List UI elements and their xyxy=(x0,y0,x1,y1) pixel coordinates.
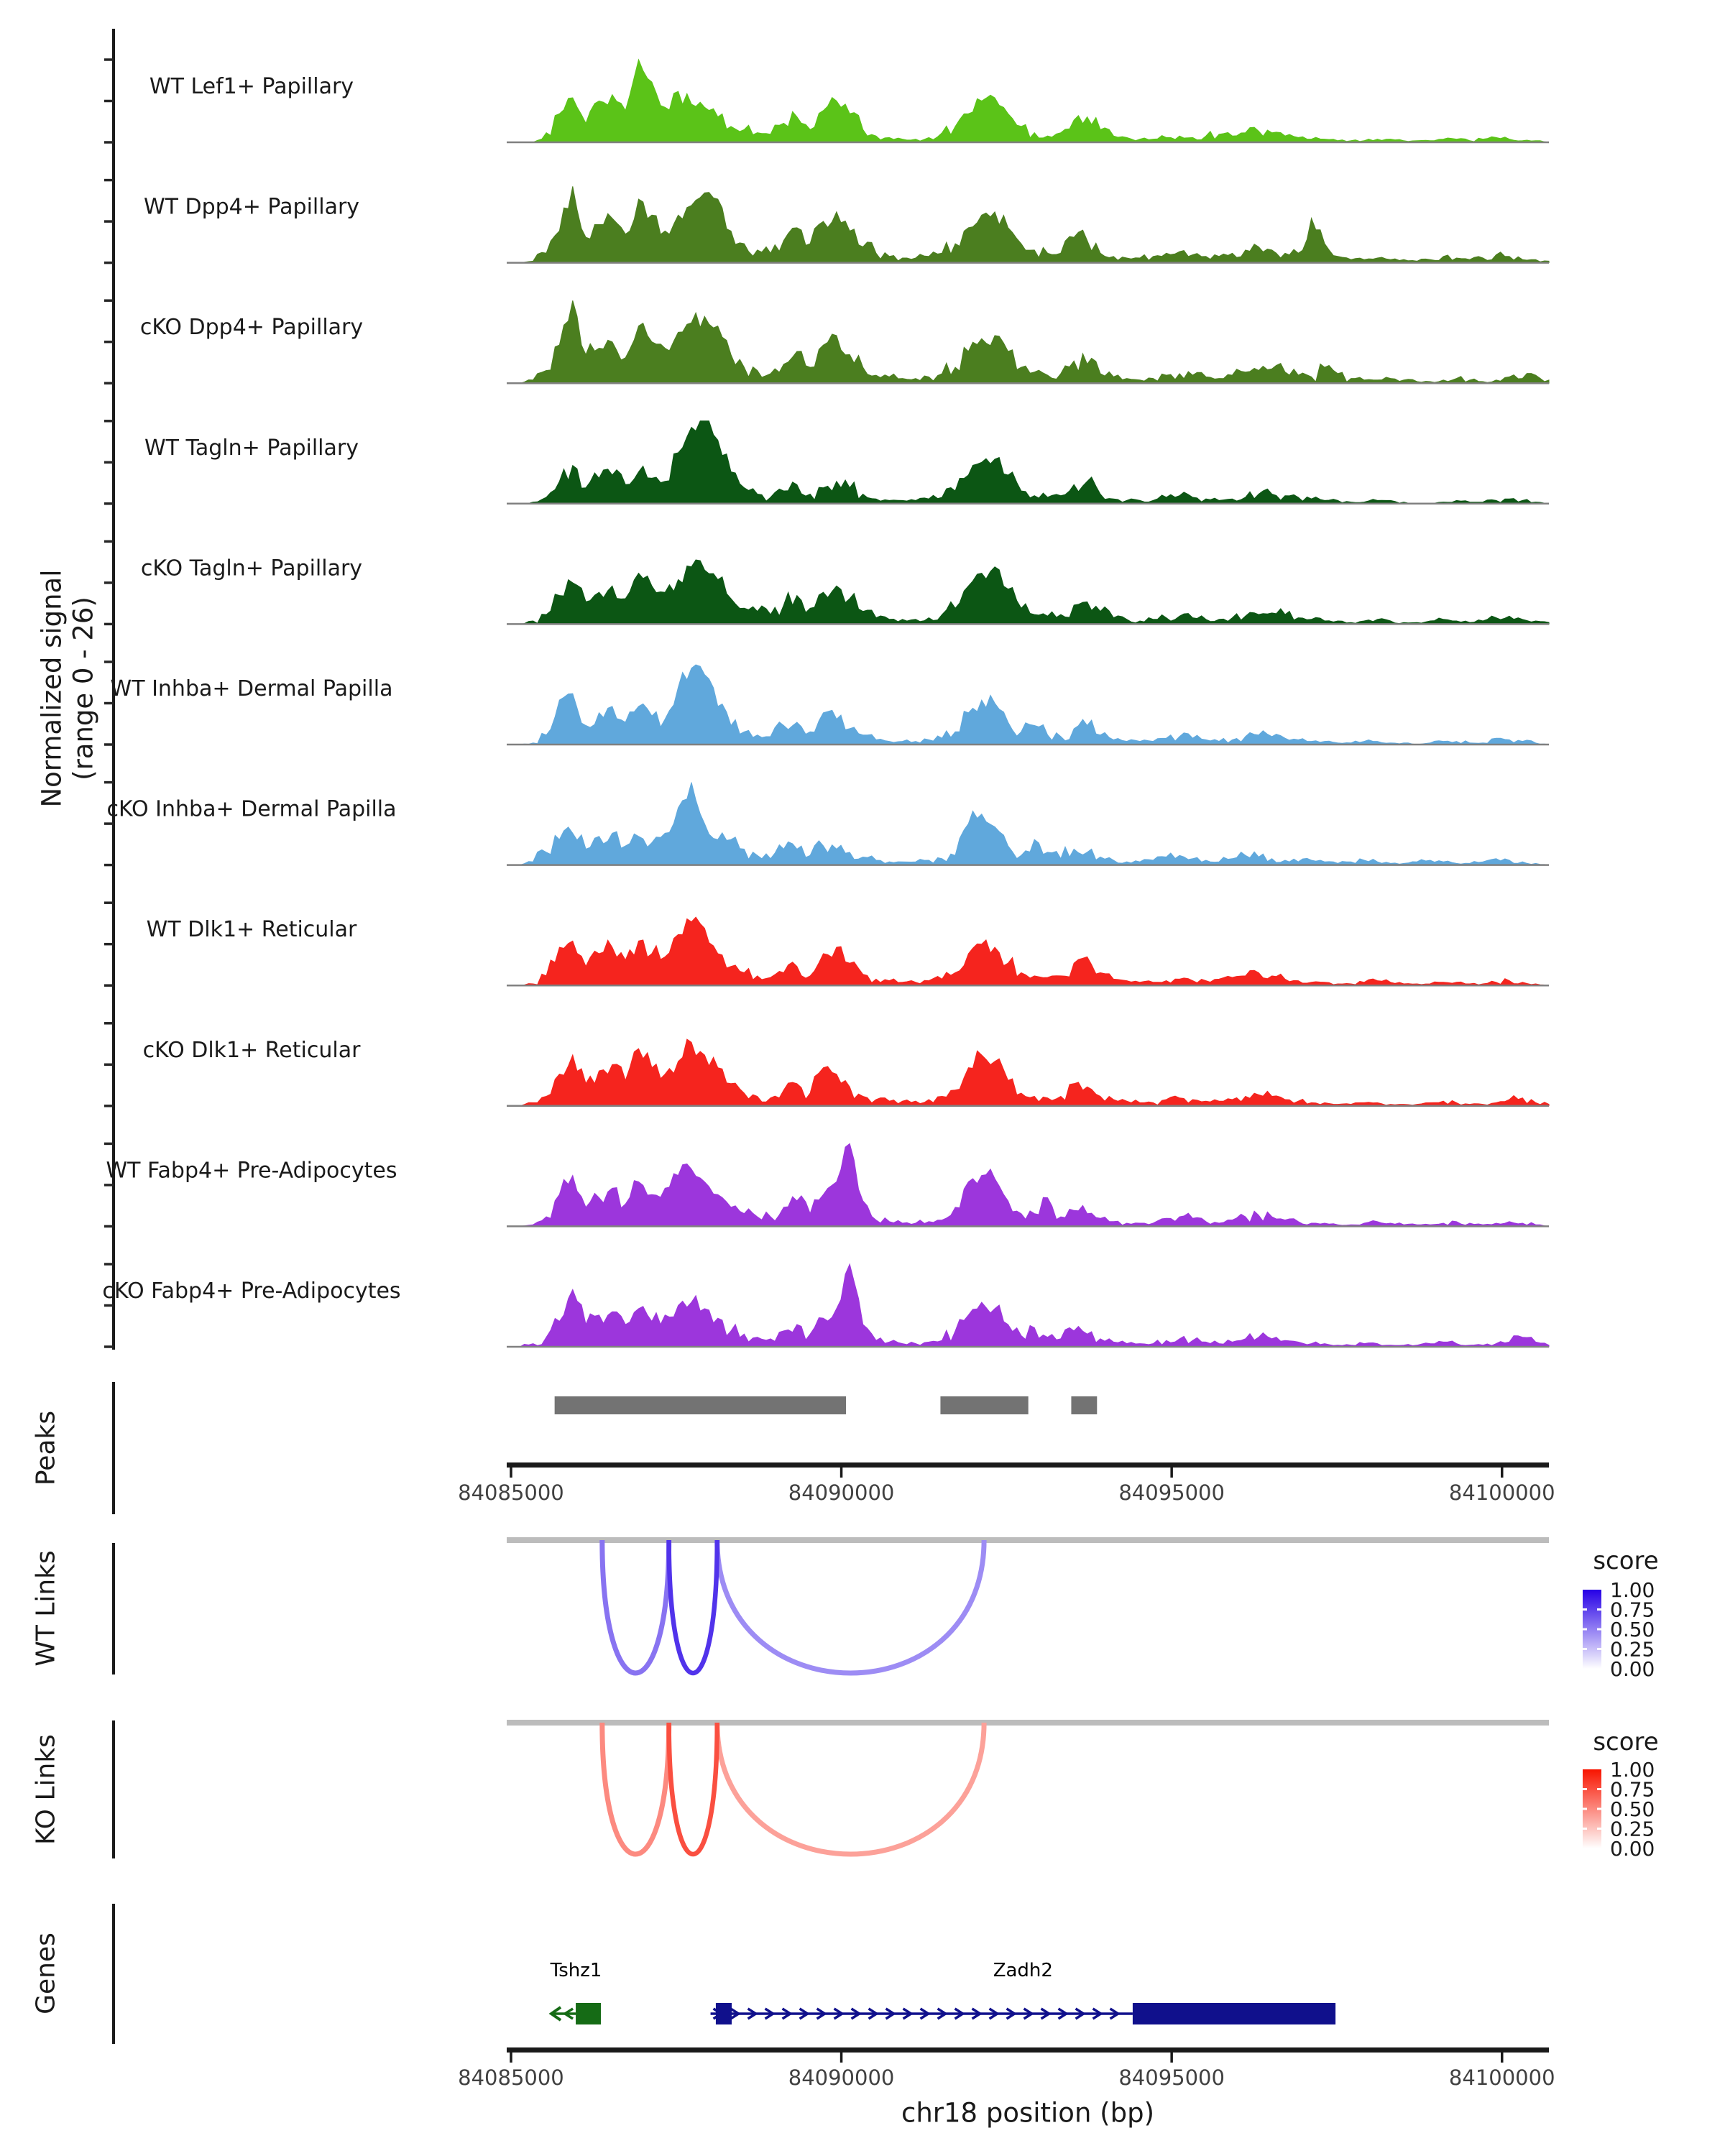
legend-bar-tick xyxy=(1583,1808,1587,1810)
y-axis-label-line1: Normalized signal xyxy=(36,569,68,808)
track-label: WT Tagln+ Papillary xyxy=(144,435,359,461)
wt-links-legend-title: score xyxy=(1593,1547,1659,1575)
genome-axis-tick-label: 84095000 xyxy=(1118,1480,1225,1505)
link-arc xyxy=(669,1540,717,1673)
genome-axis-tick-label: 84095000 xyxy=(1118,2065,1225,2090)
gene-exon-box xyxy=(1133,2003,1335,2024)
link-arc xyxy=(602,1540,669,1673)
track-label: cKO Dpp4+ Papillary xyxy=(139,315,364,341)
legend-tick-label: 0.75 xyxy=(1610,1777,1655,1802)
legend-bar-tick xyxy=(1597,1788,1601,1790)
y-axis-label xyxy=(37,569,101,807)
links-top-line xyxy=(507,1537,1549,1543)
genome-axis-tick-label: 84090000 xyxy=(788,2065,895,2090)
track-label: WT Inhba+ Dermal Papilla xyxy=(110,676,393,701)
link-arc xyxy=(669,1723,717,1854)
link-arc xyxy=(602,1723,669,1854)
coverage-track-5 xyxy=(507,560,1549,624)
legend-bar-tick xyxy=(1597,1608,1601,1611)
coverage-track-7 xyxy=(507,783,1549,865)
track-label: WT Dpp4+ Papillary xyxy=(143,194,360,220)
link-arc xyxy=(717,1540,984,1673)
genome-axis-tick-label: 84100000 xyxy=(1448,1480,1555,1505)
gene-exon-box xyxy=(576,2003,601,2024)
legend-tick-label: 0.25 xyxy=(1610,1637,1655,1662)
legend-tick-label: 0.25 xyxy=(1610,1817,1655,1841)
legend-bar-tick xyxy=(1583,1628,1587,1631)
legend-bar-tick xyxy=(1597,1628,1601,1631)
track-label: cKO Dlk1+ Reticular xyxy=(142,1037,361,1063)
gene-exon-box xyxy=(716,2003,732,2024)
y-axis-label-line2: (range 0 - 26) xyxy=(68,596,99,780)
peak-interval xyxy=(555,1396,846,1414)
coverage-track-2 xyxy=(507,186,1549,262)
coverage-track-6 xyxy=(507,665,1549,745)
track-label: cKO Inhba+ Dermal Papilla xyxy=(106,796,397,822)
genome-axis-line xyxy=(507,2047,1549,2053)
legend-bar-tick xyxy=(1597,1808,1601,1810)
coverage-track-9 xyxy=(507,1039,1549,1106)
genes-row-label: Genes xyxy=(31,1932,61,2014)
ko-links-row-label: KO Links xyxy=(31,1734,61,1845)
legend-tick-label: 0.50 xyxy=(1610,1618,1655,1641)
legend-bar-tick xyxy=(1583,1608,1587,1611)
legend-bar-tick xyxy=(1597,1648,1601,1650)
genome-axis-tick-label: 84100000 xyxy=(1448,2065,1555,2090)
coverage-track-3 xyxy=(507,300,1549,383)
legend-tick-label: 1.00 xyxy=(1610,1578,1655,1602)
track-label: cKO Fabp4+ Pre-Adipocytes xyxy=(102,1279,401,1304)
legend-bar-tick xyxy=(1583,1648,1587,1650)
legend-tick-label: 0.00 xyxy=(1610,1657,1655,1681)
wt-links-row-label: WT Links xyxy=(31,1550,61,1667)
peak-interval xyxy=(1071,1396,1097,1414)
track-label: cKO Tagln+ Papillary xyxy=(140,556,363,581)
track-label: WT Lef1+ Papillary xyxy=(149,74,354,99)
peak-interval xyxy=(940,1396,1028,1414)
genome-axis-tick-label: 84090000 xyxy=(788,1480,895,1505)
coverage-track-4 xyxy=(507,421,1549,504)
link-arc xyxy=(717,1723,984,1854)
gene-name-label: Zadh2 xyxy=(993,1960,1053,1981)
gene-name-label: Tshz1 xyxy=(550,1960,602,1981)
coverage-track-1 xyxy=(507,60,1549,142)
genome-axis-tick-label: 84085000 xyxy=(458,1480,564,1505)
coverage-track-8 xyxy=(507,917,1549,985)
genome-axis-line xyxy=(507,1462,1549,1468)
track-label: WT Dlk1+ Reticular xyxy=(146,917,357,943)
x-axis-title: chr18 position (bp) xyxy=(901,2097,1155,2129)
links-top-line xyxy=(507,1720,1549,1726)
legend-tick-label: 0.75 xyxy=(1610,1598,1655,1622)
legend-tick-label: 0.50 xyxy=(1610,1797,1655,1821)
track-label: WT Fabp4+ Pre-Adipocytes xyxy=(106,1158,397,1184)
ko-links-legend-title: score xyxy=(1593,1728,1659,1756)
coverage-track-11 xyxy=(507,1264,1549,1347)
legend-bar-tick xyxy=(1583,1828,1587,1830)
peaks-row-label: Peaks xyxy=(31,1410,61,1486)
legend-bar-tick xyxy=(1583,1788,1587,1790)
legend-tick-label: 0.00 xyxy=(1610,1837,1655,1861)
legend-tick-label: 1.00 xyxy=(1610,1758,1655,1782)
genome-axis-tick-label: 84085000 xyxy=(458,2065,564,2090)
legend-bar-tick xyxy=(1597,1828,1601,1830)
coverage-track-10 xyxy=(507,1143,1549,1226)
